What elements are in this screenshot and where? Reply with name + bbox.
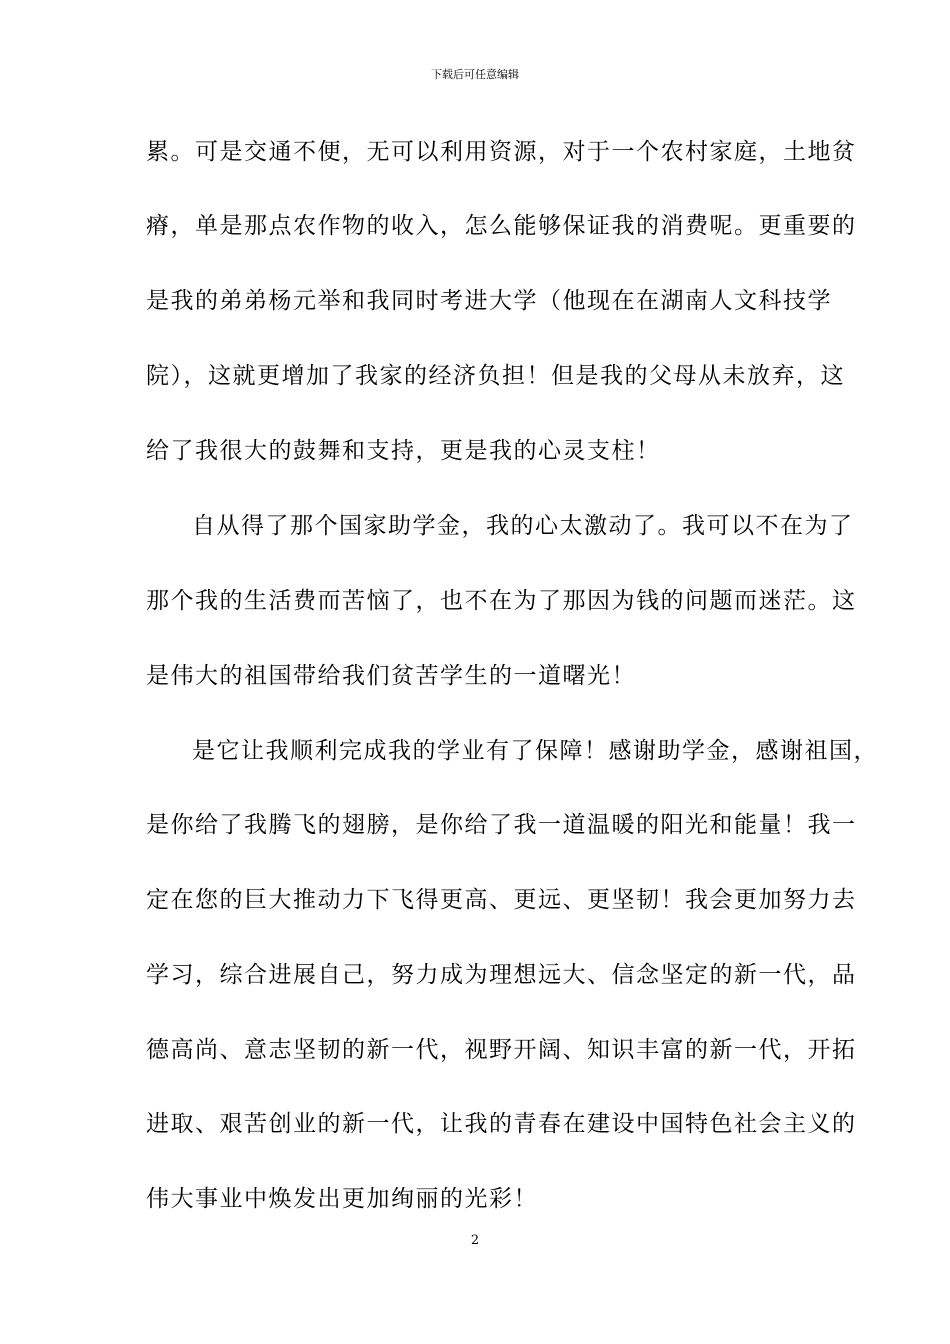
body-line: 是它让我顺利完成我的学业有了保障！感谢助学金，感谢祖国，: [192, 738, 878, 764]
body-line: 德高尚、意志坚韧的新一代，视野开阔、知识丰富的新一代，开拓: [146, 1037, 857, 1063]
body-line: 学习，综合进展自己，努力成为理想远大、信念坚定的新一代，品: [146, 962, 857, 988]
body-line: 是伟大的祖国带给我们贫苦学生的一道曙光！: [146, 663, 636, 689]
page-number: 2: [470, 1233, 480, 1248]
body-line: 伟大事业中焕发出更加绚丽的光彩！: [146, 1186, 538, 1212]
body-line: 那个我的生活费而苦恼了，也不在为了那因为钱的问题而迷茫。这: [146, 588, 857, 614]
body-line: 自从得了那个国家助学金，我的心太激动了。我可以不在为了: [192, 513, 854, 539]
body-line: 累。可是交通不便，无可以利用资源，对于一个农村家庭，土地贫: [146, 139, 857, 165]
body-line: 给了我很大的鼓舞和支持，更是我的心灵支柱！: [146, 438, 661, 464]
body-line: 是我的弟弟杨元举和我同时考进大学（他现在在湖南人文科技学: [146, 288, 832, 314]
body-line: 是你给了我腾飞的翅膀，是你给了我一道温暖的阳光和能量！我一: [146, 812, 857, 838]
body-line: 进取、艰苦创业的新一代，让我的青春在建设中国特色社会主义的: [146, 1111, 857, 1137]
body-line: 定在您的巨大推动力下飞得更高、更远、更坚韧！我会更加努力去: [146, 887, 857, 913]
body-line: 瘠，单是那点农作物的收入，怎么能够保证我的消费呢。更重要的: [146, 213, 857, 239]
page-header: 下载后可任意编辑: [431, 68, 519, 81]
body-line: 院），这就更增加了我家的经济负担！但是我的父母从未放弃，这: [146, 363, 845, 389]
